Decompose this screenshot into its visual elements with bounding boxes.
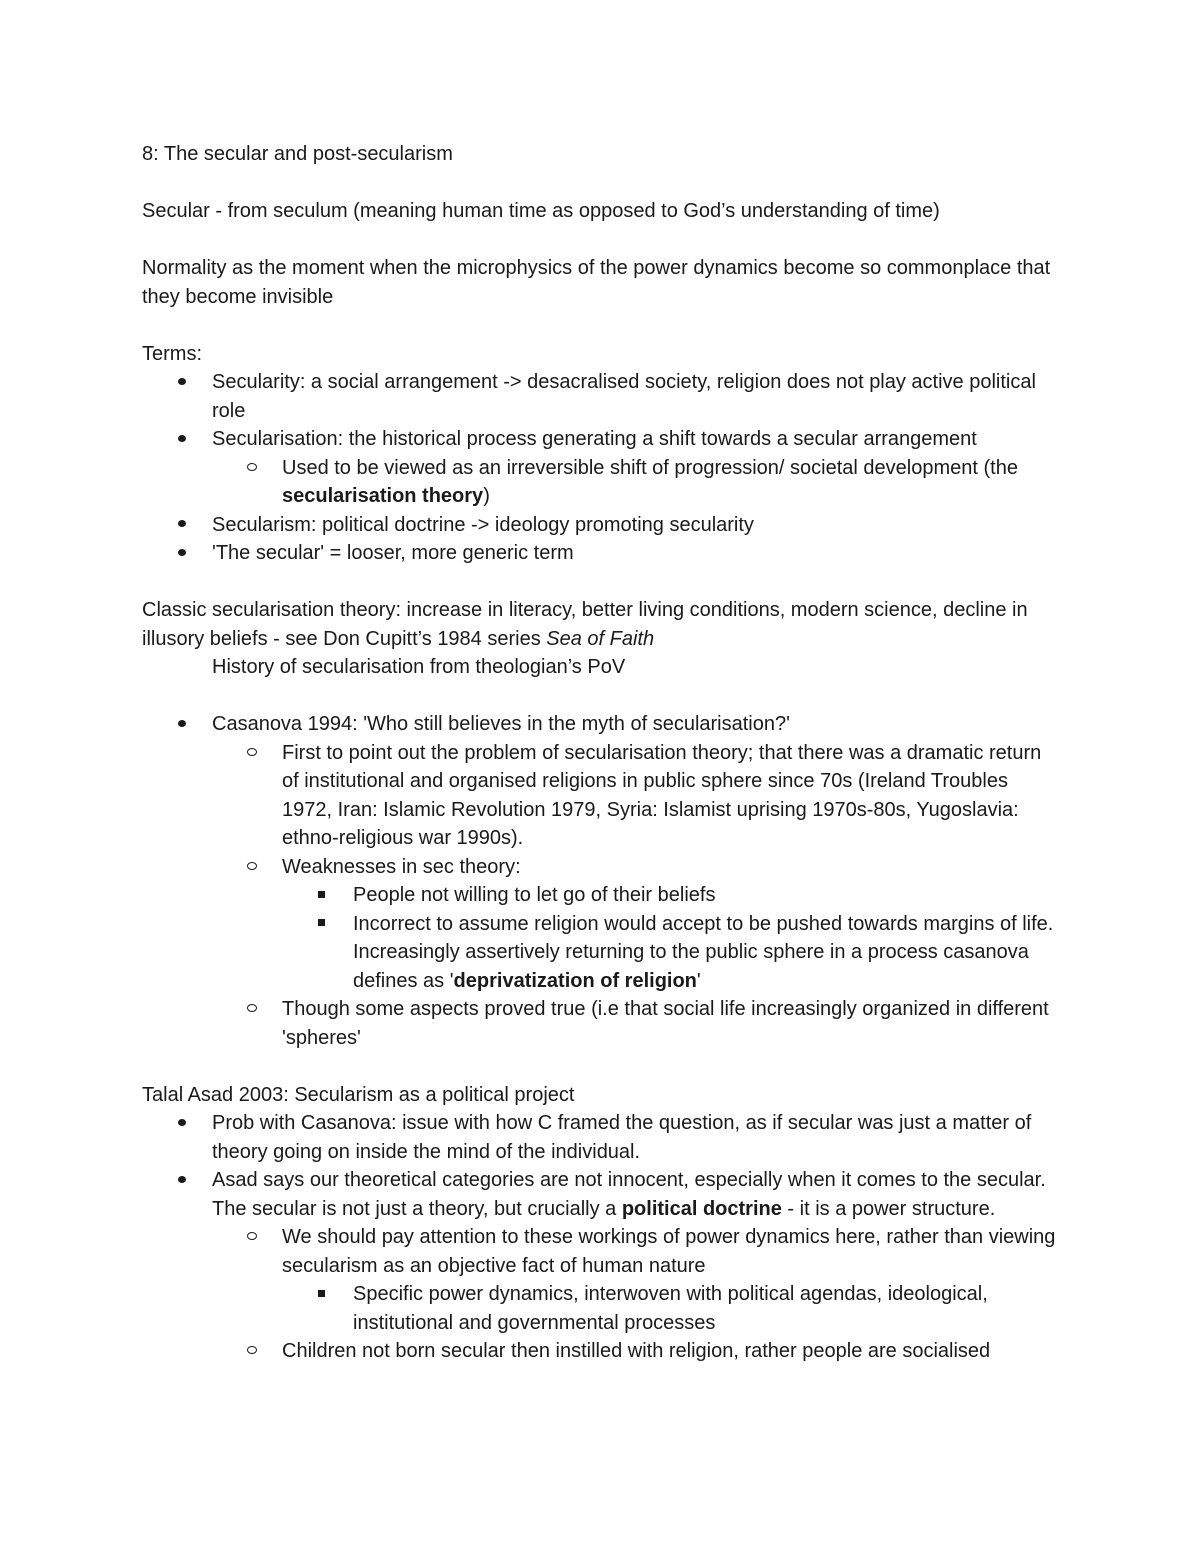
list-item: First to point out the problem of secularisation theory; that there was a dramatic return of institutional and organised religions in public sphere since 70s (Ireland Troubles 1972, Iran: Islamic Revolution 1979, Syria: Islamist uprising 1970s-80s, Yugoslavia: ethno-religious war 1990s).: [142, 739, 1062, 853]
bold-term: political doctrine: [621, 1197, 782, 1220]
list-item: We should pay attention to these workings of power dynamics here, rather than viewing secularism as an objective fact of human nature: [142, 1223, 1062, 1280]
list-item: Specific power dynamics, interwoven with political agendas, ideological, institutional and governmental processes: [142, 1280, 1062, 1337]
list-item: Secularity: a social arrangement -> desacralised society, religion does not play active political role: [142, 368, 1062, 425]
list-item: Incorrect to assume religion would accept to be pushed towards margins of life. Increasingly assertively returning to the public sphere in a process casanova defines as 'deprivatization of religion': [142, 910, 1062, 996]
disc-bullet-icon: [178, 1109, 186, 1138]
asad-heading: Talal Asad 2003: Secularism as a political project: [142, 1083, 575, 1106]
casanova-list: [142, 710, 1062, 1052]
square-bullet-icon: [318, 910, 325, 939]
list-item: Used to be viewed as an irreversible shift of progression/ societal development (the secularisation theory): [142, 454, 1062, 511]
circle-bullet-icon: [247, 454, 257, 483]
terms-list: [142, 368, 1062, 568]
disc-bullet-icon: [178, 368, 186, 397]
classic-theory-paragraph: Classic secularisation theory: increase in literacy, better living conditions, modern science, decline in illusory beliefs - see Don Cupitt’s 1984 series Sea of Faith: [142, 599, 1028, 650]
square-bullet-icon: [318, 881, 325, 910]
list-item: 'The secular' = looser, more generic term: [142, 539, 1062, 568]
italic-title: Sea of Faith: [546, 627, 655, 650]
square-bullet-icon: [318, 1280, 325, 1309]
list-item: Casanova 1994: 'Who still believes in the myth of secularisation?': [142, 710, 1062, 739]
classic-indented-line: History of secularisation from theologian’s PoV: [212, 656, 626, 678]
circle-bullet-icon: [247, 853, 257, 882]
document-body: [142, 140, 1062, 1366]
list-item: Prob with Casanova: issue with how C framed the question, as if secular was just a matter of theory going on inside the mind of the individual.: [142, 1109, 1062, 1166]
circle-bullet-icon: [247, 1223, 257, 1252]
list-item: Asad says our theoretical categories are not innocent, especially when it comes to the secular. The secular is not just a theory, but crucially a political doctrine - it is a power structure.: [142, 1166, 1062, 1223]
circle-bullet-icon: [247, 1337, 257, 1366]
disc-bullet-icon: [178, 425, 186, 454]
disc-bullet-icon: [178, 1166, 186, 1195]
disc-bullet-icon: [178, 710, 186, 739]
list-item: Secularisation: the historical process generating a shift towards a secular arrangement: [142, 425, 1062, 454]
list-item: Weaknesses in sec theory:: [142, 853, 1062, 882]
terms-heading: Terms:: [142, 342, 202, 365]
circle-bullet-icon: [247, 995, 257, 1024]
list-item: Children not born secular then instilled with religion, rather people are socialised: [142, 1337, 1062, 1366]
list-item: Though some aspects proved true (i.e that social life increasingly organized in different 'spheres': [142, 995, 1062, 1052]
disc-bullet-icon: [178, 511, 186, 540]
secular-definition: Secular - from seculum (meaning human time as opposed to God’s understanding of time): [142, 200, 940, 222]
list-item: People not willing to let go of their beliefs: [142, 881, 1062, 910]
asad-list: [142, 1109, 1062, 1366]
circle-bullet-icon: [247, 739, 257, 768]
page-title: 8: The secular and post-secularism: [142, 143, 453, 165]
list-item: Secularism: political doctrine -> ideology promoting secularity: [142, 511, 1062, 540]
normality-paragraph: Normality as the moment when the microphysics of the power dynamics become so commonplace that they become invisible: [142, 257, 1051, 308]
bold-term: deprivatization of religion: [453, 969, 697, 992]
bold-term: secularisation theory: [282, 485, 484, 507]
disc-bullet-icon: [178, 539, 186, 568]
